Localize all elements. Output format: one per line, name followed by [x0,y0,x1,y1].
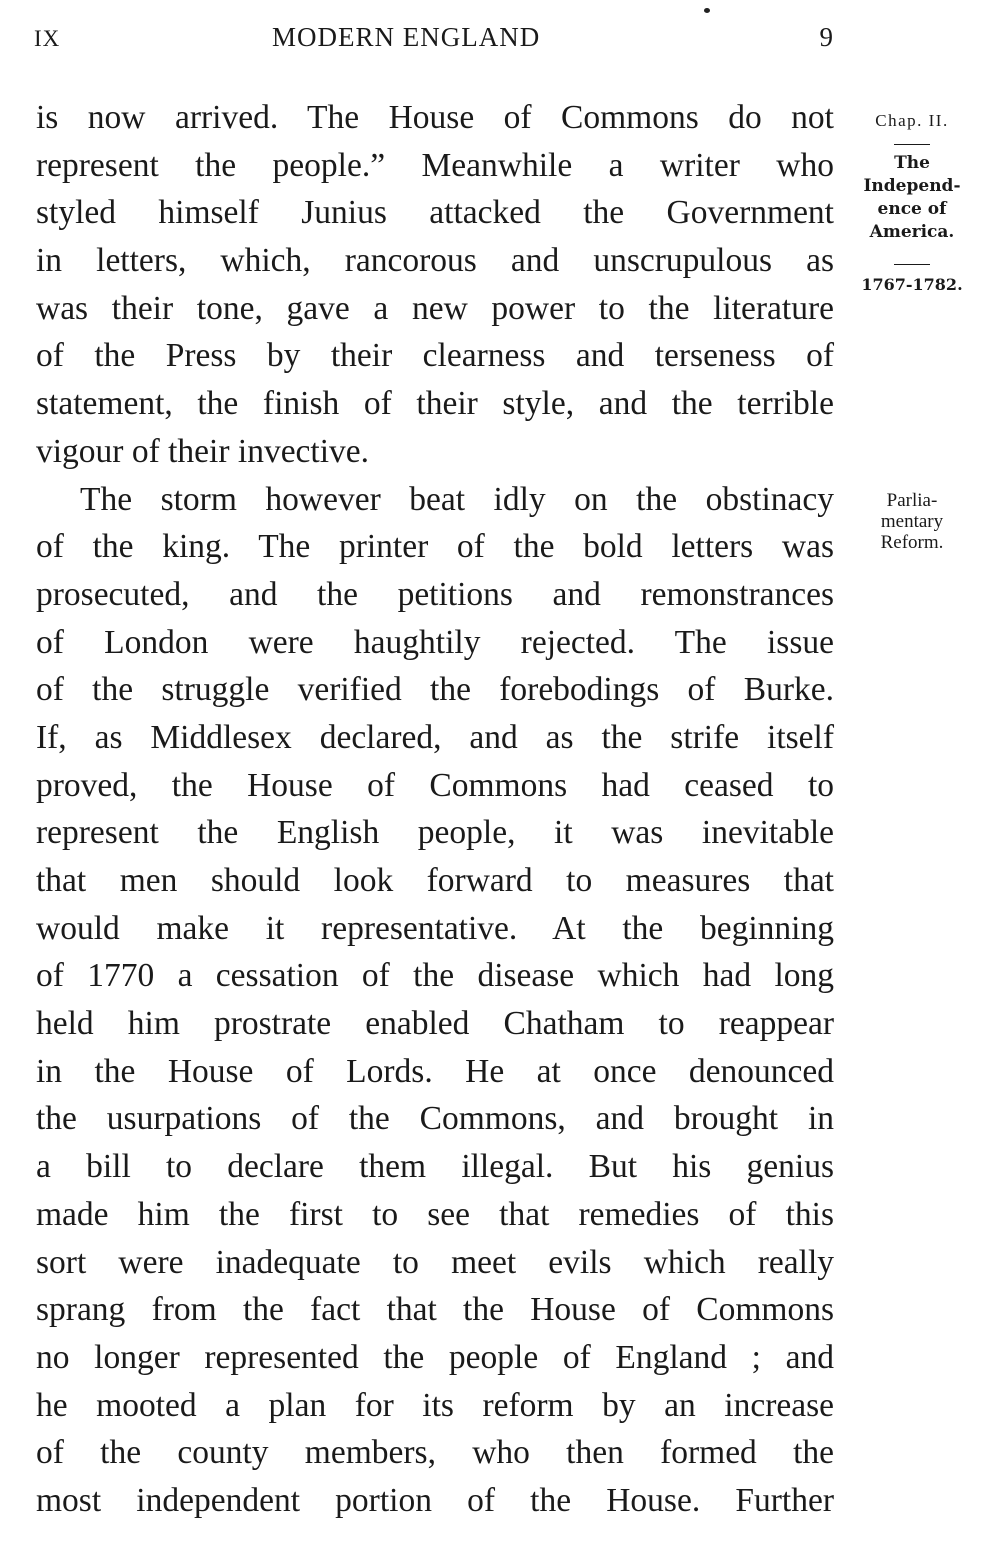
text-line: he mooted a plan for its reform by an increase [36,1386,834,1424]
body-text [36,94,834,1525]
sidenote-heading-line: ence of [877,199,947,219]
text-line: of the struggle verified the forebodings of Burke. [36,671,834,709]
text-line: in letters, which, rancorous and unscrupulous as [36,242,834,280]
text-line: sprang from the fact that the House of Commons [36,1291,834,1329]
sidenote-heading-line: Independ- [863,176,961,196]
text-line: of 1770 a cessation of the disease which had long [36,957,834,995]
text-line: that men should look forward to measures that [36,862,834,899]
text-line: prosecuted, and the petitions and remonstrances [36,575,834,613]
text-line: the usurpations of the Commons, and brought in [36,1100,834,1138]
sidenote-heading-line: The [894,153,930,173]
text-line: no longer represented the people of England ; and [36,1338,834,1376]
text-line: represent the English people, it was inevitable [36,814,834,852]
sidenote-rule [894,144,930,145]
text-line: most independent portion of the House. Further [36,1481,834,1519]
sidenote-chapter: Chap. II. [875,111,949,130]
print-speck [704,8,710,13]
running-head [32,22,832,62]
text-line: is now arrived. The House of Commons do not [36,99,834,136]
book-title: MODERN ENGLAND [272,22,541,52]
text-line: proved, the House of Commons had ceased to [36,766,834,804]
sidenote-rule [894,264,930,265]
text-line: in the House of Lords. He at once denounced [36,1052,834,1090]
text-line: was their tone, gave a new power to the literature [36,289,834,327]
text-line: vigour of their invective. [36,432,370,470]
sidenote-heading-line: America. [869,222,955,242]
sidenote-section [852,490,972,553]
text-line: held him prostrate enabled Chatham to reappear [36,1005,834,1043]
text-line: sort were inadequate to meet evils which really [36,1243,834,1281]
text-line: statement, the finish of their style, and the terrible [36,385,834,423]
text-line: made him the first to see that remedies of this [36,1195,834,1233]
paragraph-start-line: The storm however beat idly on the obstinacy [80,480,834,518]
text-line: styled himself Junius attacked the Government [36,194,834,232]
text-line: represent the people.” Meanwhile a writer who [36,146,834,184]
text-line: of the Press by their clearness and terseness of [36,337,834,375]
sidenote-heading [852,152,972,244]
sidenote-dates: 1767-1782. [861,275,963,294]
text-line: of the king. The printer of the bold letters was [36,528,834,566]
text-line: of the county members, who then formed the [36,1434,834,1472]
sidenote-section-line: Reform. [880,532,944,553]
chapter-roman-numeral: IX [34,26,61,51]
text-line: of London were haughtily rejected. The issue [36,623,834,661]
text-line: If, as Middlesex declared, and as the strife itself [36,718,834,756]
page-number: 9 [819,22,834,52]
text-line: would make it representative. At the beginning [36,909,834,947]
sidenote-section-line: Parlia- [886,490,938,511]
sidenote-section-line: mentary [880,511,944,532]
text-line: a bill to declare them illegal. But his genius [36,1148,834,1186]
